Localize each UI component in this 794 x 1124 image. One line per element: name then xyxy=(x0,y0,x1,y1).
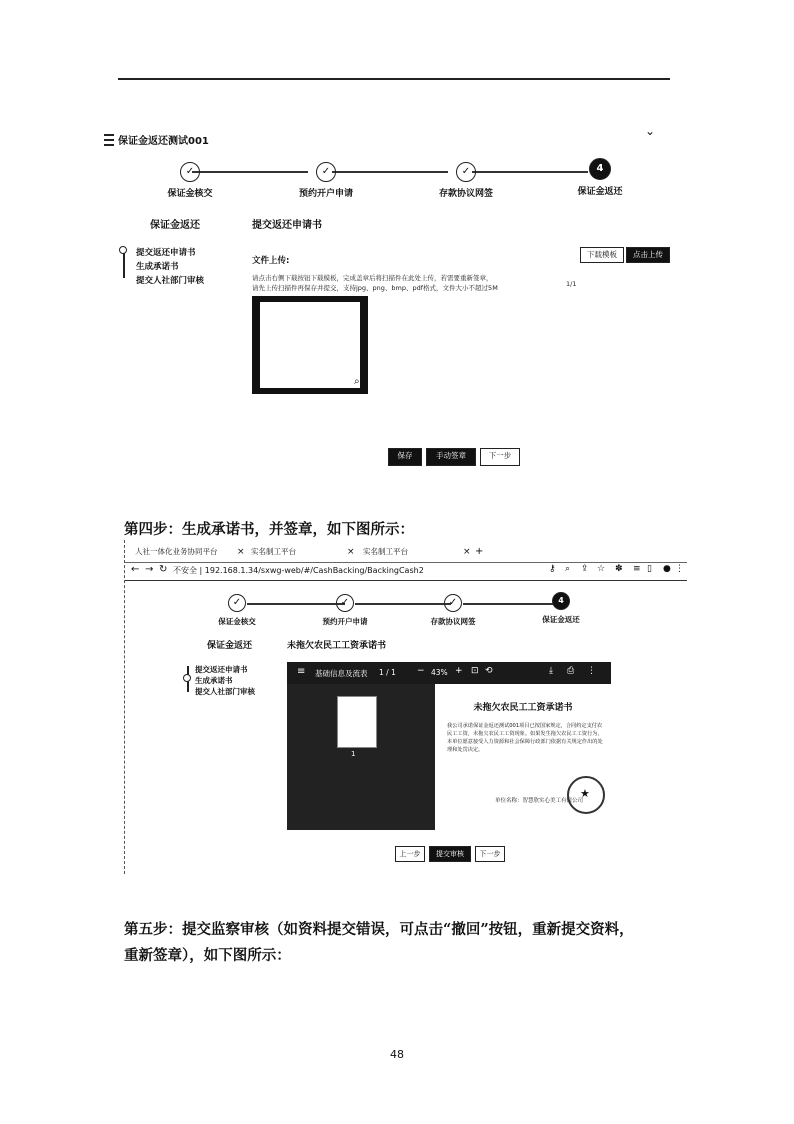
check-icon xyxy=(316,162,336,182)
list-icon[interactable]: ≡ xyxy=(633,564,641,574)
side-nav-dot xyxy=(119,246,127,254)
side-item-hr-review[interactable]: 提交人社部门审核 xyxy=(136,276,205,286)
side-nav-line xyxy=(123,250,125,278)
pdf-zoom: 43% xyxy=(431,668,448,677)
save-button[interactable]: 保存 xyxy=(388,448,422,466)
close-icon[interactable]: × xyxy=(463,547,471,557)
page-number: 48 xyxy=(390,1048,404,1061)
upload-label: 文件上传: xyxy=(252,256,290,266)
star-icon[interactable]: ☆ xyxy=(597,564,606,574)
step-number-badge: 4 xyxy=(552,592,570,610)
browser-tab-2[interactable]: 实名制工平台 xyxy=(251,547,296,556)
chevron-down-icon[interactable]: ⌄ xyxy=(645,124,656,138)
reload-icon[interactable]: ↻ xyxy=(159,564,168,575)
side-item-application[interactable]: 提交返还申请书 xyxy=(136,248,196,258)
signature-label: 单位名称： xyxy=(495,798,523,804)
browser-tab-3[interactable]: 实名制工平台 xyxy=(363,547,408,556)
insecure-label: 不安全 xyxy=(173,566,197,575)
step-3: ✓ 存款协议网签 xyxy=(422,162,510,199)
side-item-application[interactable]: 提交返还申请书 xyxy=(195,665,248,674)
next-step-button[interactable]: 下一步 xyxy=(475,846,505,862)
back-icon[interactable]: ← xyxy=(131,564,140,575)
download-template-button[interactable]: 下载模板 xyxy=(580,247,624,263)
close-icon[interactable]: × xyxy=(347,547,355,557)
instruction-line-2: 请先上传扫描件再保存并提交，支持jpg、png、bmp、pdf格式，文件大小不超过5M xyxy=(252,284,498,292)
header-rule xyxy=(118,78,670,80)
step-number-badge: 4 xyxy=(589,158,611,180)
next-step-button[interactable]: 下一步 xyxy=(480,448,520,466)
manual-sign-button[interactable]: 手动签章 xyxy=(426,448,476,466)
menu-icon[interactable]: ≡ xyxy=(297,666,306,677)
check-icon xyxy=(180,162,200,182)
zoom-out-icon[interactable]: − xyxy=(417,666,425,676)
forward-icon[interactable]: → xyxy=(145,564,154,575)
step-5-heading-line-2: 重新签章），如下图所示： xyxy=(124,947,291,964)
zoom-in-icon[interactable]: + xyxy=(455,666,463,676)
more-icon[interactable]: ⋮ xyxy=(675,564,684,574)
share-icon[interactable]: ⇪ xyxy=(581,564,589,574)
print-icon[interactable]: ⎙ xyxy=(567,666,575,676)
submit-review-button[interactable]: 提交审核 xyxy=(429,846,471,862)
rotate-icon[interactable]: ⟲ xyxy=(485,666,493,676)
side-item-pledge[interactable]: 生成承诺书 xyxy=(195,676,233,685)
pdf-page-indicator: 1 / 1 xyxy=(379,668,396,677)
side-item-pledge[interactable]: 生成承诺书 xyxy=(136,262,179,272)
thumbnail-page-number: 1 xyxy=(351,750,356,758)
check-icon xyxy=(228,594,246,612)
content-title: 未拖欠农民工工资承诺书 xyxy=(287,641,387,651)
profile-icon[interactable]: ● xyxy=(663,564,671,574)
pledge-body: 我公司承诺保证金返还测试001项目已按国家规定，合同约定支付农民工工资，未拖欠农民工工资现象。如果发生拖欠农民工工资行为，本单位愿意接受人力资源和社会保障行政部门依据有关规定作出的处理和处罚决定。 xyxy=(447,723,603,753)
fit-page-icon[interactable]: ⊡ xyxy=(471,666,479,676)
check-icon xyxy=(336,594,354,612)
check-icon xyxy=(444,594,462,612)
new-tab-icon[interactable]: + xyxy=(475,546,484,557)
pdf-filename: 基础信息及流表 xyxy=(315,669,368,678)
key-icon[interactable]: ⚷ xyxy=(549,564,556,574)
project-title: 保证金返还测试001 xyxy=(118,136,209,147)
sidepanel-icon[interactable]: ▯ xyxy=(647,564,652,574)
pdf-page xyxy=(435,684,611,830)
company-name: 智慧欣实心美工有限公司 xyxy=(522,798,584,804)
section-title: 保证金返还 xyxy=(207,641,253,651)
step-3: ✓ 存款协议网签 xyxy=(413,594,493,627)
url-field[interactable]: 不安全 | 192.168.1.34/sxwg-web/#/CashBacking/BackingCash2 xyxy=(173,566,424,575)
content-title: 提交返还申请书 xyxy=(252,220,322,231)
section-title: 保证金返还 xyxy=(150,220,200,231)
browser-tab-1[interactable]: 人社一体化业务协同平台 xyxy=(135,547,218,556)
company-seal xyxy=(567,776,605,814)
menu-icon[interactable] xyxy=(104,134,114,146)
document-thumbnail xyxy=(260,302,360,388)
close-icon[interactable]: × xyxy=(237,547,245,557)
address-bar xyxy=(125,562,687,581)
more-icon[interactable]: ⋮ xyxy=(587,666,596,676)
page-count: 1/1 xyxy=(566,280,577,288)
uploaded-file-preview[interactable] xyxy=(252,296,368,394)
side-nav-dot xyxy=(183,674,191,682)
pdf-toolbar xyxy=(287,662,611,684)
step-1: ✓ 保证金核交 xyxy=(152,162,228,199)
step-2: ✓ 预约开户申请 xyxy=(305,594,385,627)
screenshot-browser-pledge xyxy=(124,540,687,874)
instruction-line-1: 请点击右侧下载按钮下载模板，完成盖章后将扫描件在此处上传，若需要重新签章， xyxy=(252,274,493,282)
screenshot-deposit-return-application xyxy=(110,120,690,490)
check-icon xyxy=(456,162,476,182)
step-4-current: 4 保证金返还 xyxy=(556,158,644,197)
step-5-heading-line-1: 第五步：提交监察审核（如资料提交错误，可点击“撤回”按钮，重新提交资料， xyxy=(124,921,634,938)
download-icon[interactable]: ⤓ xyxy=(549,666,553,676)
zoom-icon[interactable]: ⌕ xyxy=(354,376,360,387)
pdf-viewer xyxy=(287,662,611,830)
extension-icon[interactable]: ✽ xyxy=(615,564,623,574)
step-1: ✓ 保证金核交 xyxy=(197,594,277,627)
side-item-hr-review[interactable]: 提交人社部门审核 xyxy=(195,687,255,696)
search-icon[interactable]: ⌕ xyxy=(565,564,571,574)
pledge-title: 未拖欠农民工工资承诺书 xyxy=(473,703,573,713)
url-text: 192.168.1.34/sxwg-web/#/CashBacking/BackingCash2 xyxy=(204,566,424,575)
upload-button[interactable]: 点击上传 xyxy=(626,247,670,263)
step-4-current: 4 保证金返还 xyxy=(521,592,601,625)
pdf-page-thumbnail[interactable] xyxy=(337,696,377,748)
prev-step-button[interactable]: 上一步 xyxy=(395,846,425,862)
step-4-heading: 第四步：生成承诺书，并签章，如下图所示： xyxy=(124,521,414,538)
step-2: ✓ 预约开户申请 xyxy=(282,162,370,199)
browser-tab-bar xyxy=(125,540,687,563)
